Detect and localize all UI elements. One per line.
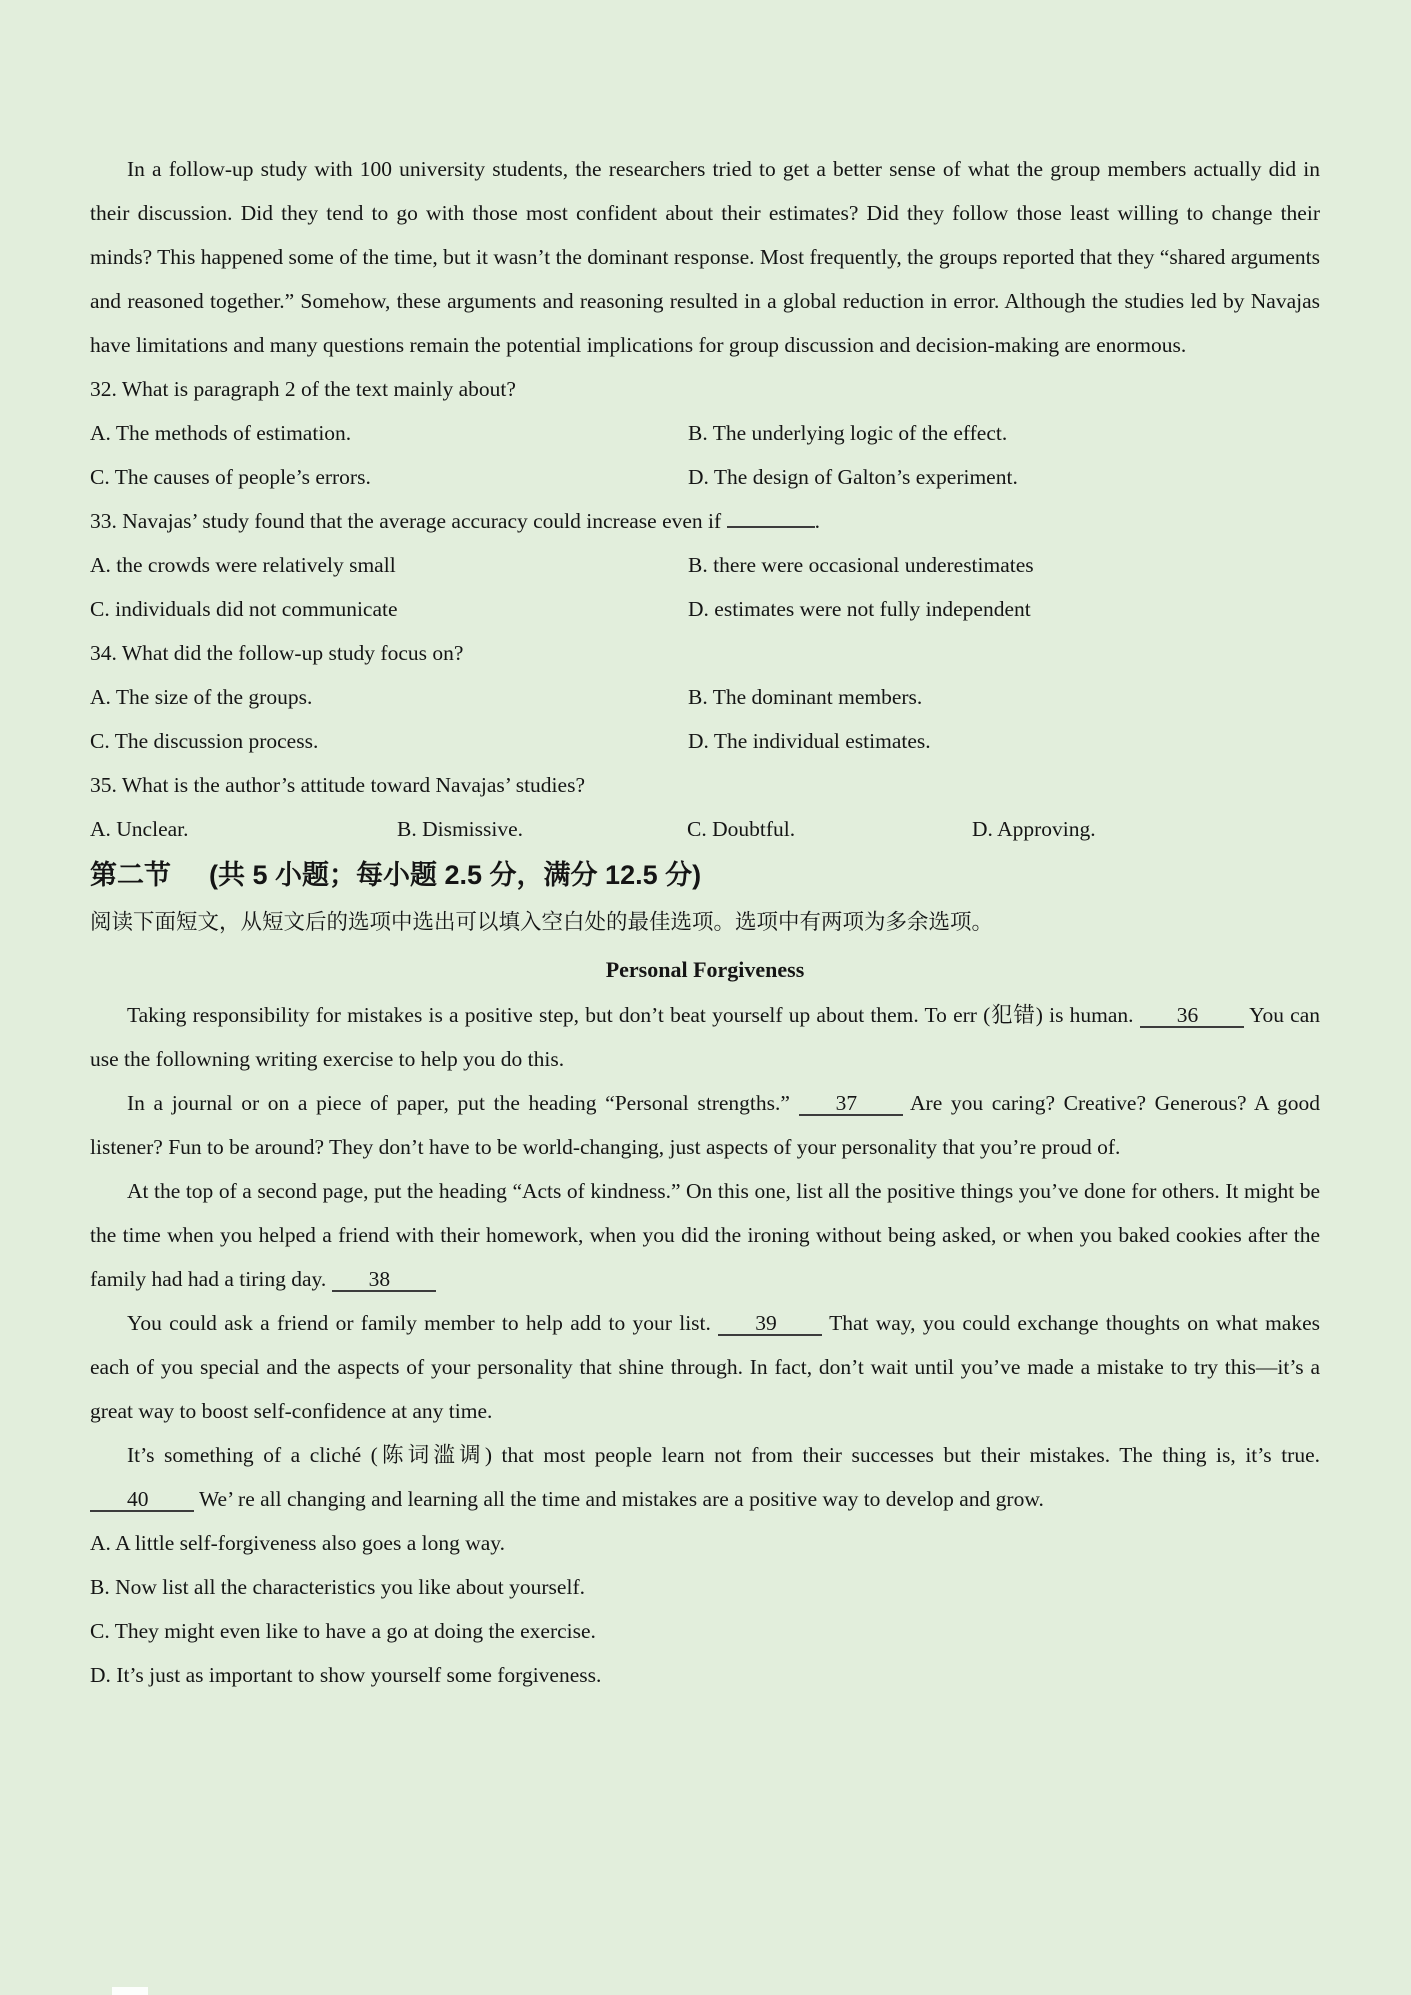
option-text: the crowds were relatively small bbox=[116, 553, 396, 577]
cloze-paragraph-1: Taking responsibility for mistakes is a positive step, but don’t beat yourself up about them. To err (犯错) is human. 36 You can use the followning writing exercise to help you do this. bbox=[90, 1003, 1320, 1071]
question-35-option-d bbox=[972, 807, 1320, 851]
section-heading-label: 第二节 bbox=[90, 860, 171, 890]
question-35-option-b bbox=[397, 807, 687, 851]
question-32 bbox=[90, 367, 1320, 499]
question-33-option-d bbox=[688, 587, 1320, 631]
question-34-option-d bbox=[688, 719, 1320, 763]
question-35 bbox=[90, 763, 1320, 851]
option-text: It’s just as important to show yourself some forgiveness. bbox=[116, 1663, 602, 1687]
option-label: C. bbox=[90, 465, 110, 489]
option-text: The methods of estimation. bbox=[115, 421, 352, 445]
fill-in-blank-36: 36 bbox=[1140, 1002, 1244, 1028]
question-34 bbox=[90, 631, 1320, 763]
section-heading-detail: (共 5 小题；每小题 2.5 分，满分 12.5 分) bbox=[209, 860, 702, 890]
option-text: Dismissive. bbox=[422, 817, 524, 841]
option-label: B. bbox=[688, 685, 708, 709]
option-label: A. bbox=[90, 421, 111, 445]
question-32-option-a bbox=[90, 411, 688, 455]
option-label: B. bbox=[688, 421, 708, 445]
option-text: individuals did not communicate bbox=[115, 597, 398, 621]
question-32-option-c bbox=[90, 455, 688, 499]
option-text: The discussion process. bbox=[114, 729, 319, 753]
option-label: A. bbox=[90, 1531, 111, 1555]
question-33-stem bbox=[90, 499, 1320, 543]
question-33 bbox=[90, 499, 1320, 631]
cloze-paragraph-2: In a journal or on a piece of paper, put the heading “Personal strengths.” 37 Are you caring? Creative? Generous? A good listener? Fun to be around? They don’t have to be world-changing, just aspects of your personality that you’re proud of. bbox=[90, 1091, 1320, 1159]
option-label: C. bbox=[687, 817, 707, 841]
option-text: They might even like to have a go at doing the exercise. bbox=[114, 1619, 596, 1643]
cloze-option-c bbox=[90, 1609, 1320, 1653]
option-label: C. bbox=[90, 729, 110, 753]
option-label: B. bbox=[90, 1575, 110, 1599]
reading-passage-paragraph: In a follow-up study with 100 university students, the researchers tried to get a better sense of what the group members actually did in their discussion. Did they tend to go with those most confident about their estimates? Did they follow those least willing to change their minds? This happened some of the time, but it wasn’t the dominant response. Most frequently, the groups reported that they “shared arguments and reasoned together.” Somehow, these arguments and reasoning resulted in a global reduction in error. Although the studies led by Navajas have limitations and many questions remain the potential implications for group discussion and decision-making are enormous. bbox=[90, 157, 1320, 357]
option-text: The causes of people’s errors. bbox=[114, 465, 371, 489]
section-two-instruction: 阅读下面短文，从短文后的选项中选出可以填入空白处的最佳选项。选项中有两项为多余选项。 bbox=[90, 910, 994, 934]
question-33-option-a bbox=[90, 543, 688, 587]
option-label: A. bbox=[90, 817, 111, 841]
question-number: 33. bbox=[90, 509, 117, 533]
option-label: A. bbox=[90, 553, 111, 577]
fill-in-blank-39: 39 bbox=[718, 1310, 822, 1336]
option-text: Approving. bbox=[997, 817, 1096, 841]
option-label: D. bbox=[688, 729, 709, 753]
cloze-option-a bbox=[90, 1521, 1320, 1565]
cloze-paragraph-5: It’s something of a cliché (陈词滥调) that most people learn not from their successes but their mistakes. The thing is, it’s true. 40 We’ re all changing and learning all the time and mistakes are a positive way to develop and grow. bbox=[90, 1433, 1320, 1521]
cloze-option-d bbox=[90, 1653, 1320, 1697]
question-32-options-row-1 bbox=[90, 411, 1320, 455]
option-text: Unclear. bbox=[116, 817, 189, 841]
option-label: D. bbox=[688, 597, 709, 621]
option-label: D. bbox=[972, 817, 993, 841]
fill-in-blank-37: 37 bbox=[799, 1090, 903, 1116]
cloze-option-b bbox=[90, 1565, 1320, 1609]
option-label: A. bbox=[90, 685, 111, 709]
question-35-option-a bbox=[90, 807, 397, 851]
question-35-option-c bbox=[687, 807, 972, 851]
question-35-options-row bbox=[90, 807, 1320, 851]
option-text: The dominant members. bbox=[712, 685, 923, 709]
option-label: D. bbox=[90, 1663, 111, 1687]
option-text: The underlying logic of the effect. bbox=[712, 421, 1008, 445]
question-32-options-row-2 bbox=[90, 455, 1320, 499]
question-34-options-row-2 bbox=[90, 719, 1320, 763]
fill-in-blank-unnumbered bbox=[727, 502, 815, 528]
option-text: there were occasional underestimates bbox=[713, 553, 1034, 577]
question-33-options-row-1 bbox=[90, 543, 1320, 587]
question-33-option-b bbox=[688, 543, 1320, 587]
question-32-stem bbox=[90, 367, 1320, 411]
question-34-option-b bbox=[688, 675, 1320, 719]
fill-in-blank-40: 40 bbox=[90, 1486, 194, 1512]
question-33-option-c bbox=[90, 587, 688, 631]
option-label: C. bbox=[90, 1619, 110, 1643]
question-number: 34. bbox=[90, 641, 117, 665]
option-text: The size of the groups. bbox=[115, 685, 313, 709]
cloze-paragraph-4: You could ask a friend or family member to help add to your list. 39 That way, you could exchange thoughts on what makes each of you special and the aspects of your personality that shine through. In fact, don’t wait until you’ve made a mistake to try this—it’s a great way to boost self-confidence at any time. bbox=[90, 1311, 1321, 1423]
option-text: estimates were not fully independent bbox=[714, 597, 1031, 621]
question-stem-text: What did the follow-up study focus on? bbox=[121, 641, 464, 665]
question-32-option-d bbox=[688, 455, 1320, 499]
question-35-stem bbox=[90, 763, 1320, 807]
question-32-option-b bbox=[688, 411, 1320, 455]
option-text: The design of Galton’s experiment. bbox=[713, 465, 1018, 489]
section-two-heading bbox=[90, 851, 1320, 899]
fill-in-blank-38: 38 bbox=[332, 1266, 436, 1292]
question-number: 32. bbox=[90, 377, 117, 401]
option-text: Doubtful. bbox=[712, 817, 796, 841]
question-33-options-row-2 bbox=[90, 587, 1320, 631]
option-text: The individual estimates. bbox=[713, 729, 931, 753]
question-stem-text: What is the author’s attitude toward Navajas’ studies? bbox=[121, 773, 585, 797]
option-label: D. bbox=[688, 465, 709, 489]
question-34-options-row-1 bbox=[90, 675, 1320, 719]
option-label: B. bbox=[688, 553, 708, 577]
cut-off-watermark bbox=[112, 1987, 148, 1995]
question-34-option-c bbox=[90, 719, 688, 763]
option-text: Now list all the characteristics you like about yourself. bbox=[115, 1575, 585, 1599]
option-label: C. bbox=[90, 597, 110, 621]
passage-title: Personal Forgiveness bbox=[605, 957, 805, 982]
question-number: 35. bbox=[90, 773, 117, 797]
question-34-option-a bbox=[90, 675, 688, 719]
question-stem-text: Navajas’ study found that the average accuracy could increase even if . bbox=[122, 509, 820, 533]
question-stem-text: What is paragraph 2 of the text mainly about? bbox=[121, 377, 516, 401]
option-text: A little self-forgiveness also goes a long way. bbox=[115, 1531, 506, 1555]
option-label: B. bbox=[397, 817, 417, 841]
cloze-paragraph-3: At the top of a second page, put the heading “Acts of kindness.” On this one, list all the positive things you’ve done for others. It might be the time when you helped a friend with their homework, when you did the ironing without being asked, or when you baked cookies after the family had had a tiring day. 38 bbox=[90, 1179, 1320, 1291]
question-34-stem bbox=[90, 631, 1320, 675]
